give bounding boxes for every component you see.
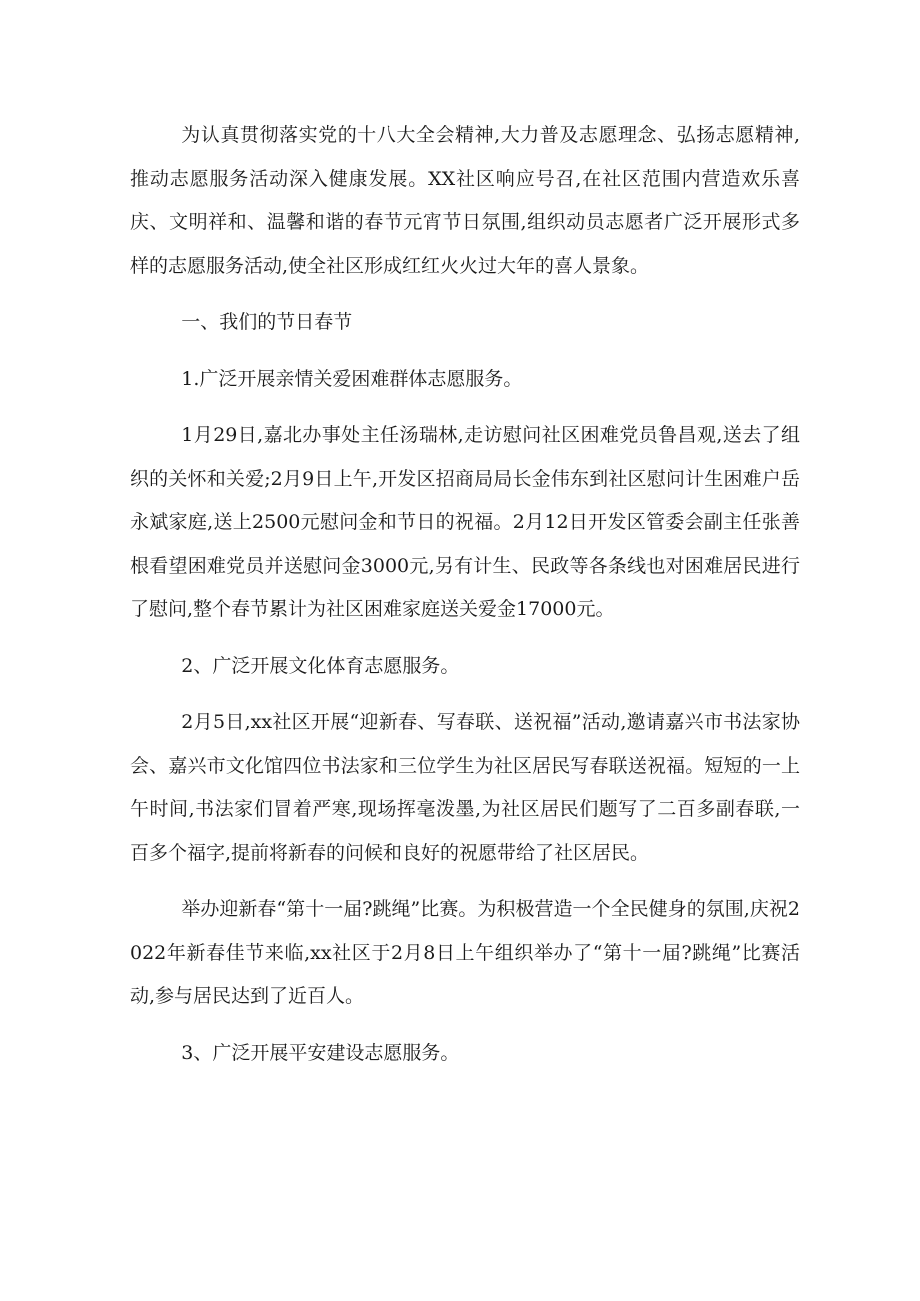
intro-paragraph: 为认真贯彻落实党的十八大全会精神,大力普及志愿理念、弘扬志愿精神,推动志愿服务活动深入健康发展。XX社区响应号召,在社区范围内营造欢乐喜庆、文明祥和、温馨和谐的春节元宵节日氛围,组织动员志愿者广泛开展形式多样的志愿服务活动,使全社区形成红红火火过大年的喜人景象。 bbox=[130, 124, 800, 277]
subheading-care-service: 1.广泛开展亲情关爱困难群体志愿服务。 bbox=[181, 367, 523, 390]
rope-skipping-paragraph: 举办迎新春“第十一届?跳绳”比赛。为积极营造一个全民健身的氛围,庆祝2022年新春佳节来临,xx社区于2月8日上午组织举办了“第十一届?跳绳”比赛活动,参与居民达到了近百人。 bbox=[130, 898, 800, 1007]
subheading-culture-sports-service: 2、广泛开展文化体育志愿服务。 bbox=[181, 654, 460, 677]
section-heading-spring-festival: 一、我们的节日春节 bbox=[181, 311, 353, 333]
document-body bbox=[130, 114, 800, 1088]
couplets-paragraph: 2月5日,xx社区开展“迎新春、写春联、送祝福”活动,邀请嘉兴市书法家协会、嘉兴市文化馆四位书法家和三位学生为社区居民写春联送祝福。短短的一上午时间,书法家们冒着严寒,现场挥毫泼墨,为社区居民们题写了二百多副春联,一百多个福字,提前将新春的问候和良好的祝愿带给了社区居民。 bbox=[130, 711, 800, 864]
subheading-safety-service: 3、广泛开展平安建设志愿服务。 bbox=[181, 1041, 460, 1064]
care-service-paragraph: 1月29日,嘉北办事处主任汤瑞林,走访慰问社区困难党员鲁昌观,送去了组织的关怀和关爱;2月9日上午,开发区招商局局长金伟东到社区慰问计生困难户岳永斌家庭,送上2500元慰问金和节日的祝福。2月12日开发区管委会副主任张善根看望困难党员并送慰问金3000元,另有计生、民政等各条线也对困难居民进行了慰问,整个春节累计为社区困难家庭送关爱金17000元。 bbox=[130, 424, 800, 620]
